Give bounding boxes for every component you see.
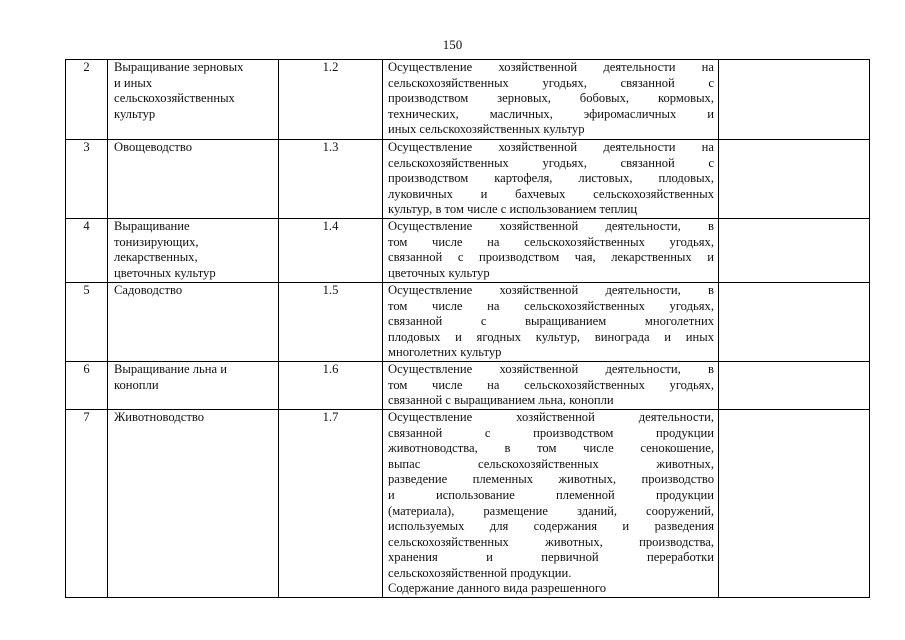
land-use-name [108, 140, 279, 219]
land-use-description [383, 140, 719, 219]
description-line: сельскохозяйственных угодьях, связанной с [388, 75, 714, 90]
land-use-code: 1.7 [279, 409, 383, 597]
land-use-description [383, 60, 719, 140]
description-line: Осуществление хозяйственной деятельности на [388, 60, 714, 74]
land-use-name-line: конопли [114, 377, 159, 392]
land-use-name-line: Садоводство [114, 282, 183, 297]
land-use-code: 1.4 [279, 218, 383, 282]
table-body [66, 60, 870, 598]
row-number: 5 [66, 282, 108, 361]
description-line: используемых для содержания и разведения [388, 519, 714, 534]
description-line: связанной с выращиванием льна, конопли [388, 393, 614, 408]
description-line: и использование племенной продукции [388, 487, 714, 502]
land-use-code: 1.3 [279, 140, 383, 219]
land-use-name-line: Животноводство [114, 409, 205, 424]
row-number: 4 [66, 218, 108, 282]
description-line: сельскохозяйственных животных, производства, [388, 534, 714, 549]
description-line: связанной с выращиванием многолетних [388, 314, 714, 329]
land-use-name [108, 218, 279, 282]
table-row [66, 361, 870, 409]
land-use-name-line: Выращивание зерновых [114, 60, 244, 74]
land-use-name [108, 409, 279, 597]
description-line: Осуществление хозяйственной деятельности на [388, 140, 714, 154]
description-line: выпас сельскохозяйственных животных, [388, 456, 714, 471]
land-use-name-line: культур [114, 106, 156, 121]
land-use-description [383, 361, 719, 409]
description-line: разведение племенных животных, производство [388, 472, 714, 487]
empty-column-cell [719, 282, 870, 361]
description-line: том числе на сельскохозяйственных угодьях, [388, 298, 714, 313]
description-line: сельскохозяйственной продукции. [388, 565, 572, 580]
land-use-name-line: Выращивание льна и [114, 361, 228, 376]
land-use-code: 1.2 [279, 60, 383, 140]
table-row [66, 60, 870, 140]
row-number: 2 [66, 60, 108, 140]
land-use-name-line: тонизирующих, [114, 234, 199, 249]
land-use-name-line: цветочных культур [114, 265, 216, 280]
description-line: культур, в том числе с использованием теплиц [388, 202, 638, 217]
description-line: связанной с производством чая, лекарственных и [388, 250, 714, 265]
empty-column-cell [719, 140, 870, 219]
description-line: многолетних культур [388, 345, 502, 360]
land-use-name-line: лекарственных, [114, 250, 198, 265]
description-line: луковичных и бахчевых сельскохозяйственных [388, 186, 714, 201]
table-row [66, 218, 870, 282]
description-line: Осуществление хозяйственной деятельности, в [388, 218, 714, 233]
description-line: животноводства, в том числе сенокошение, [388, 441, 714, 456]
description-line: цветочных культур [388, 265, 490, 280]
description-line: Осуществление хозяйственной деятельности, в [388, 361, 714, 376]
row-number: 6 [66, 361, 108, 409]
description-line: Осуществление хозяйственной деятельности, [388, 409, 714, 424]
land-use-name [108, 361, 279, 409]
empty-column-cell [719, 60, 870, 140]
table-row [66, 140, 870, 219]
land-use-code: 1.6 [279, 361, 383, 409]
land-use-description [383, 282, 719, 361]
description-line: производством зерновых, бобовых, кормовых, [388, 91, 714, 106]
description-line: сельскохозяйственных угодьях, связанной с [388, 155, 714, 170]
description-line: технических, масличных, эфиромасличных и [388, 106, 714, 121]
description-line: плодовых и ягодных культур, винограда и иных [388, 329, 714, 344]
description-line: связанной с производством продукции [388, 425, 714, 440]
table-row [66, 409, 870, 597]
land-use-description [383, 218, 719, 282]
land-use-name-line: сельскохозяйственных [114, 91, 235, 106]
land-use-name-line: Выращивание [114, 218, 190, 233]
land-use-name [108, 60, 279, 140]
empty-column-cell [719, 409, 870, 597]
description-line: иных сельскохозяйственных культур [388, 122, 585, 137]
description-line: хранения и первичной переработки [388, 550, 714, 565]
land-use-name-line: и иных [114, 75, 153, 90]
description-line: (материала), размещение зданий, сооружений, [388, 503, 714, 518]
row-number: 7 [66, 409, 108, 597]
land-use-name [108, 282, 279, 361]
empty-column-cell [719, 361, 870, 409]
page-number: 150 [442, 37, 463, 52]
land-use-name-line: Овощеводство [114, 140, 192, 154]
description-line: том числе на сельскохозяйственных угодьях, [388, 377, 714, 392]
description-line: том числе на сельскохозяйственных угодьях, [388, 234, 714, 249]
empty-column-cell [719, 218, 870, 282]
land-use-table [65, 59, 870, 598]
description-line: Осуществление хозяйственной деятельности, в [388, 282, 714, 297]
table-row [66, 282, 870, 361]
land-use-description [383, 409, 719, 597]
row-number: 3 [66, 140, 108, 219]
land-use-code: 1.5 [279, 282, 383, 361]
description-line: Содержание данного вида разрешенного [388, 581, 606, 596]
description-line: производством картофеля, листовых, плодовых, [388, 171, 714, 186]
